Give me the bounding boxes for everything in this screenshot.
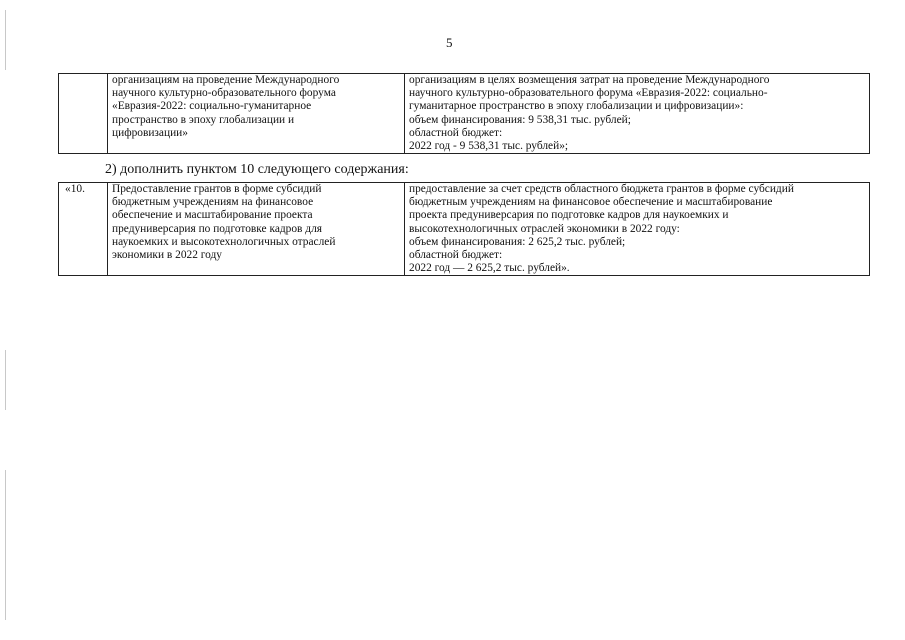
name-line: «Евразия-2022: социально-гуманитарное (112, 100, 312, 113)
name-line: обеспечение и масштабирование проекта (112, 209, 313, 222)
row-number-cell (59, 74, 108, 154)
table-row (59, 183, 870, 276)
name-line: экономики в 2022 году (112, 249, 222, 262)
measure-name-cell (108, 74, 405, 154)
name-line: научного культурно-образовательного форума (112, 87, 336, 100)
description-line: предоставление за счет средств областного бюджета грантов в форме субсидий (409, 183, 794, 195)
scan-edge-mark (5, 470, 6, 620)
description-line: 2022 год — 2 625,2 тыс. рублей». (409, 262, 570, 275)
measure-description-cell (405, 183, 870, 276)
description-line: проекта предуниверсария по подготовке кадров для наукоемких и (409, 209, 729, 222)
description-line: 2022 год - 9 538,31 тыс. рублей»; (409, 140, 569, 153)
row-number-cell: «10. (59, 183, 108, 276)
name-line: Предоставление грантов в форме субсидий (112, 183, 322, 195)
name-line: организациям на проведение Международного (112, 74, 340, 86)
description-line: научного культурно-образовательного форума «Евразия-2022: социально- (409, 87, 768, 100)
measure-name-cell (108, 183, 405, 276)
amendment-instruction: 2) дополнить пунктом 10 следующего содержания: (105, 162, 409, 177)
page-number: 5 (446, 35, 453, 50)
description-line: бюджетным учреждениям на финансовое обеспечение и масштабирование (409, 196, 773, 209)
program-table-top (58, 73, 870, 154)
description-line: объем финансирования: 9 538,31 тыс. рублей; (409, 113, 631, 126)
name-line: пространство в эпоху глобализации и (112, 113, 295, 126)
description-line: организациям в целях возмещения затрат на проведение Международного (409, 74, 770, 86)
description-line: областной бюджет: (409, 126, 503, 139)
description-line: высокотехнологичных отраслей экономики в 2022 году: (409, 222, 680, 235)
measure-description-cell (405, 74, 870, 154)
description-line: областной бюджет: (409, 249, 503, 262)
name-line: бюджетным учреждениям на финансовое (112, 196, 314, 209)
description-line: гуманитарное пространство в эпоху глобализации и цифровизации»: (409, 100, 744, 113)
scan-edge-mark (5, 10, 6, 70)
name-line: цифровизации» (112, 126, 188, 139)
program-table-item-10 (58, 182, 870, 276)
name-line: наукоемких и высокотехнологичных отраслей (112, 235, 336, 248)
description-line: объем финансирования: 2 625,2 тыс. рублей; (409, 235, 626, 248)
name-line: предуниверсария по подготовке кадров для (112, 222, 323, 235)
table-row (59, 74, 870, 154)
scan-edge-mark (5, 350, 6, 410)
